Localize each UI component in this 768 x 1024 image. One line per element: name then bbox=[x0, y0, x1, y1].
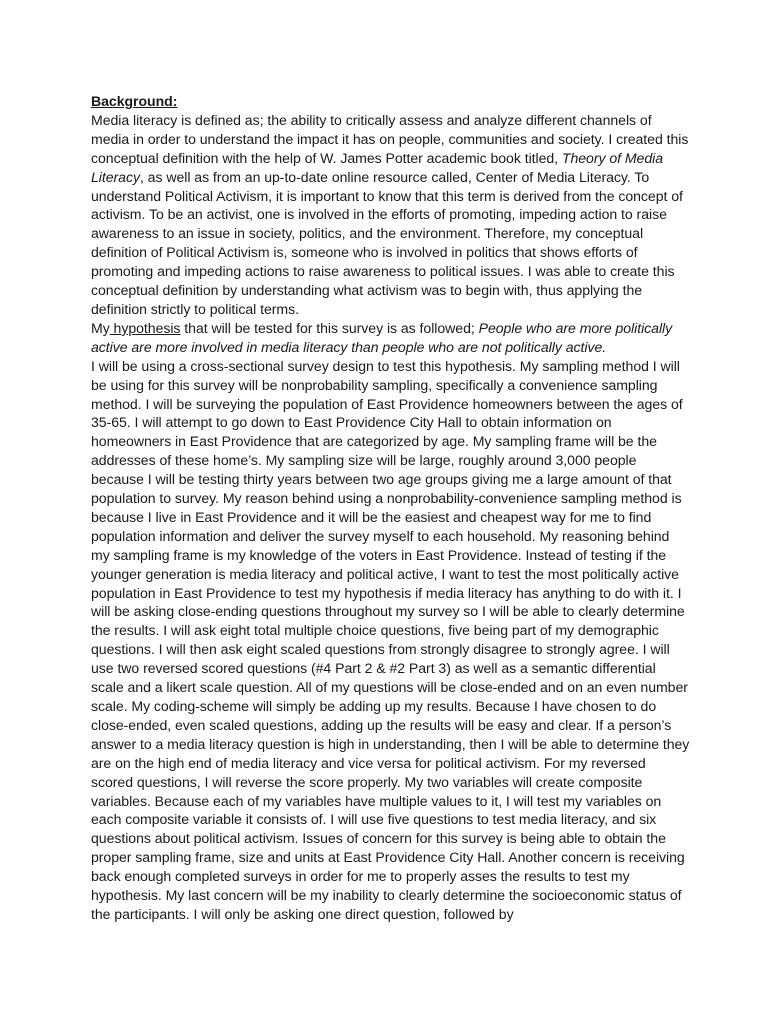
paragraph-definitions bbox=[91, 111, 691, 319]
paragraph-hypothesis bbox=[91, 319, 691, 357]
hypothesis-statement: People who are more politically active are more involved in media literacy than people who are not politically active. bbox=[91, 319, 673, 355]
paragraph-methodology: I will be using a cross-sectional survey design to test this hypothesis. My sampling method I will be using for this survey will be nonprobability sampling, specifically a convenience sampling method. I will be surveying the population of East Providence homeowners between the ages of 35-65. I will attempt to go down to East Providence City Hall to obtain information on homeowners in East Providence that are categorized by age. My sampling frame will be the addresses of these home’s. My sampling size will be large, roughly around 3,000 people because I will be testing thirty years between two age groups giving me a large amount of that population to survey. My reason behind using a nonprobability-convenience sampling method is because I live in East Providence and it will be the easiest and cheapest way for me to find population information and deliver the survey myself to each household. My reasoning behind my sampling frame is my knowledge of the voters in East Providence. Instead of testing if the younger generation is media literacy and political active, I want to test the most politically active population in East Providence to test my hypothesis if media literacy has anything to do with it. I will be asking close-ending questions throughout my survey so I will be able to clearly determine the results. I will ask eight total multiple choice questions, five being part of my demographic questions. I will then ask eight scaled questions from strongly disagree to strongly agree. I will use two reversed scored questions (#4 Part 2 & #2 Part 3) as well as a semantic differential scale and a likert scale question. All of my questions will be close-ended and on an even number scale. My coding-scheme will simply be adding up my results. Because I have chosen to do close-ended, even scaled questions, adding up the results will be easy and clear. If a person’s answer to a media literacy question is high in understanding, then I will be able to determine they are on the high end of media literacy and vice versa for political activism. For my reversed scored questions, I will reverse the score properly. My two variables will create composite variables. Because each of my variables have multiple values to it, I will test my variables on each composite variable it consists of. I will use five questions to test media literacy, and six questions about political activism. Issues of concern for this survey is being able to obtain the proper sampling frame, size and units at East Providence City Hall. Another concern is receiving back enough completed surveys in order for me to properly asses the results to test my hypothesis. My last concern will be my inability to clearly determine the socioeconomic status of the participants. I will only be asking one direct question, followed by bbox=[91, 357, 690, 922]
paragraph-definitions-part1: Media literacy is defined as; the ability to critically assess and analyze different channels of media in order to understand the impact it has on people, communities and society. I created this conceptual definition with the help of W. James Potter academic book titled, bbox=[91, 111, 689, 166]
paragraph-definitions-part2: , as well as from an up-to-date online resource called, Center of Media Literacy. To understand Political Activism, it is important to know that this term is derived from the concept of activism. To be an activist, one is involved in the efforts of promoting, impeding action to raise awareness to an issue in society, politics, and the environment. Therefore, my conceptual definition of Political Activism is, someone who is involved in politics that shows efforts of promoting and impeding actions to raise awareness to political issues. I was able to create this conceptual definition by understanding what activism was to begin with, thus applying the definition strictly to political terms. bbox=[91, 168, 683, 317]
paragraph-hypothesis-lead: My bbox=[91, 319, 110, 336]
document-body bbox=[91, 92, 691, 924]
section-heading: Background: bbox=[91, 93, 178, 109]
book-title: Theory of Media Literacy bbox=[91, 149, 663, 185]
hypothesis-word: hypothesis bbox=[109, 319, 181, 336]
paragraph-hypothesis-mid: that will be tested for this survey is as followed; bbox=[180, 319, 479, 336]
